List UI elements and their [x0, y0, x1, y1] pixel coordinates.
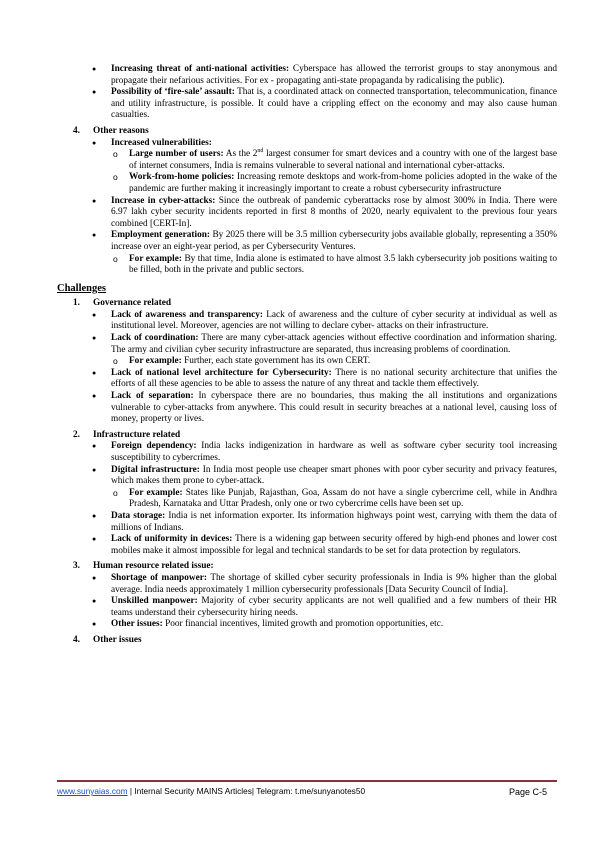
list-item	[111, 64, 557, 87]
item-title: Possibility of ‘fire-sale’ assault:	[111, 87, 235, 98]
list-item: ● Lack of separation: In cyberspace there are no boundaries, thus making the all institutions and organizations vulnerable to cyber-attacks from anywhere. This could result in security breaches at a national level, causing loss of money, property or lives.	[111, 391, 557, 426]
section-human-resource: 3. Human resource related issue:	[73, 561, 214, 572]
sub-list-item: o Work-from-home policies: Increasing remote desktops and work-from-home policies adopted in the wake of the pandemic are further making it increasingly important to create a robust cybersecurity infrastructure	[129, 172, 557, 195]
challenges-heading: Challenges	[57, 282, 107, 294]
sub-list-item: o For example: Further, each state government has its own CERT.	[129, 356, 557, 368]
section-other-reasons: 4. Other reasons	[73, 125, 149, 136]
list-item: ● Lack of uniformity in devices: There is a widening gap between security offered by high-end phones and lower cost mobiles make it almost impossible for legal and technical standards to be set for data protection by regulators.	[111, 534, 557, 557]
list-item: ● Digital infrastructure: In India most people use cheaper smart phones with poor cyber security and privacy features, which makes them prone to cyber-attack.	[111, 465, 557, 488]
page-footer	[57, 780, 557, 798]
item-title: Increasing threat of anti-national activities:	[111, 64, 290, 74]
list-item: ● Increase in cyber-attacks: Since the outbreak of pandemic cyberattacks rose by almost 300% in India. There were 6.97 lakh cyber security incidents reported in first 8 months of 2020, nearly equivalent to the previous four years combined [CERT-In].	[111, 196, 557, 231]
footer-text: | Internal Security MAINS Articles| Telegram: t.me/sunyanotes50	[127, 786, 366, 796]
list-item: ● Increased vulnerabilities:	[111, 138, 557, 150]
section-governance: 1. Governance related	[73, 298, 172, 309]
section-other-issues: 4. Other issues	[73, 634, 142, 645]
list-item: ● Foreign dependency: India lacks indigenization in hardware as well as software cyber security tool increasing susceptibility to cybercrimes.	[111, 441, 557, 464]
list-item	[111, 87, 557, 122]
list-item: ● Other issues: Poor financial incentives, limited growth and promotion opportunities, etc.	[111, 619, 557, 631]
sub-list-item: o For example: States like Punjab, Rajasthan, Goa, Assam do not have a single cybercrime cell, while in Andhra Pradesh, Karnataka and Uttar Pradesh, only one or two cybercrime cells have been set up.	[129, 488, 557, 511]
sub-list-item: o For example: By that time, India alone is estimated to have almost 3.5 lakh cybersecurity job positions waiting to be filled, both in the private and public sectors.	[129, 254, 557, 277]
sub-list-item: o Large number of users: As the 2nd largest consumer for smart devices and a country with one of the largest base of internet consumers, India is remains vulnerable to several national and international cyber-attacks.	[129, 149, 557, 172]
list-item: ● Lack of national level architecture for Cybersecurity: There is no national security architecture that unifies the efforts of all these agencies to be able to assess the nature of any threat and tackle them effectively.	[111, 368, 557, 391]
item-text: Cyberspace has allowed the terrorist groups to stay anonymous and propagate their nefarious activities. For ex - propagating anti-state propaganda by radicalising the public).	[111, 64, 557, 86]
list-item: ● Lack of coordination: There are many cyber-attack agencies without effective coordination and information sharing. The army and civilian cyber security infrastructure are separated, thus increasing problems of coordination.	[111, 333, 557, 356]
list-item: ● Lack of awareness and transparency: Lack of awareness and the culture of cyber security at individual as well as institutional level. Moreover, agencies are not willing to declare cyber- attacks on their infrastructure.	[111, 310, 557, 333]
list-item: ● Unskilled manpower: Majority of cyber security applicants are not well qualified and a few numbers of their HR teams understand their cybersecurity hiring needs.	[111, 596, 557, 619]
list-item: ● Employment generation: By 2025 there will be 3.5 million cybersecurity jobs available globally, representing a 350% increase over an eight-year period, as per Cybersecurity Ventures.	[111, 230, 557, 253]
page-number: Page C-5	[508, 787, 547, 797]
section-infrastructure: 2. Infrastructure related	[73, 429, 181, 440]
list-item: ● Data storage: India is net information exporter. Its information highways point west, carrying with them the data of millions of Indians.	[111, 511, 557, 534]
page-content	[57, 64, 557, 647]
website-link[interactable]: www.sunyaias.com	[57, 786, 128, 796]
item-text: That is, a coordinated attack on connected transportation, telecommunication, finance and utility infrastructure, is possible. It could have a crippling effect on the economy and may also cause human casualties.	[111, 87, 557, 121]
list-item: ● Shortage of manpower: The shortage of skilled cyber security professionals in India is 9% higher than the global average. India needs approximately 1 million cybersecurity professionals [Data Security Council of India].	[111, 573, 557, 596]
